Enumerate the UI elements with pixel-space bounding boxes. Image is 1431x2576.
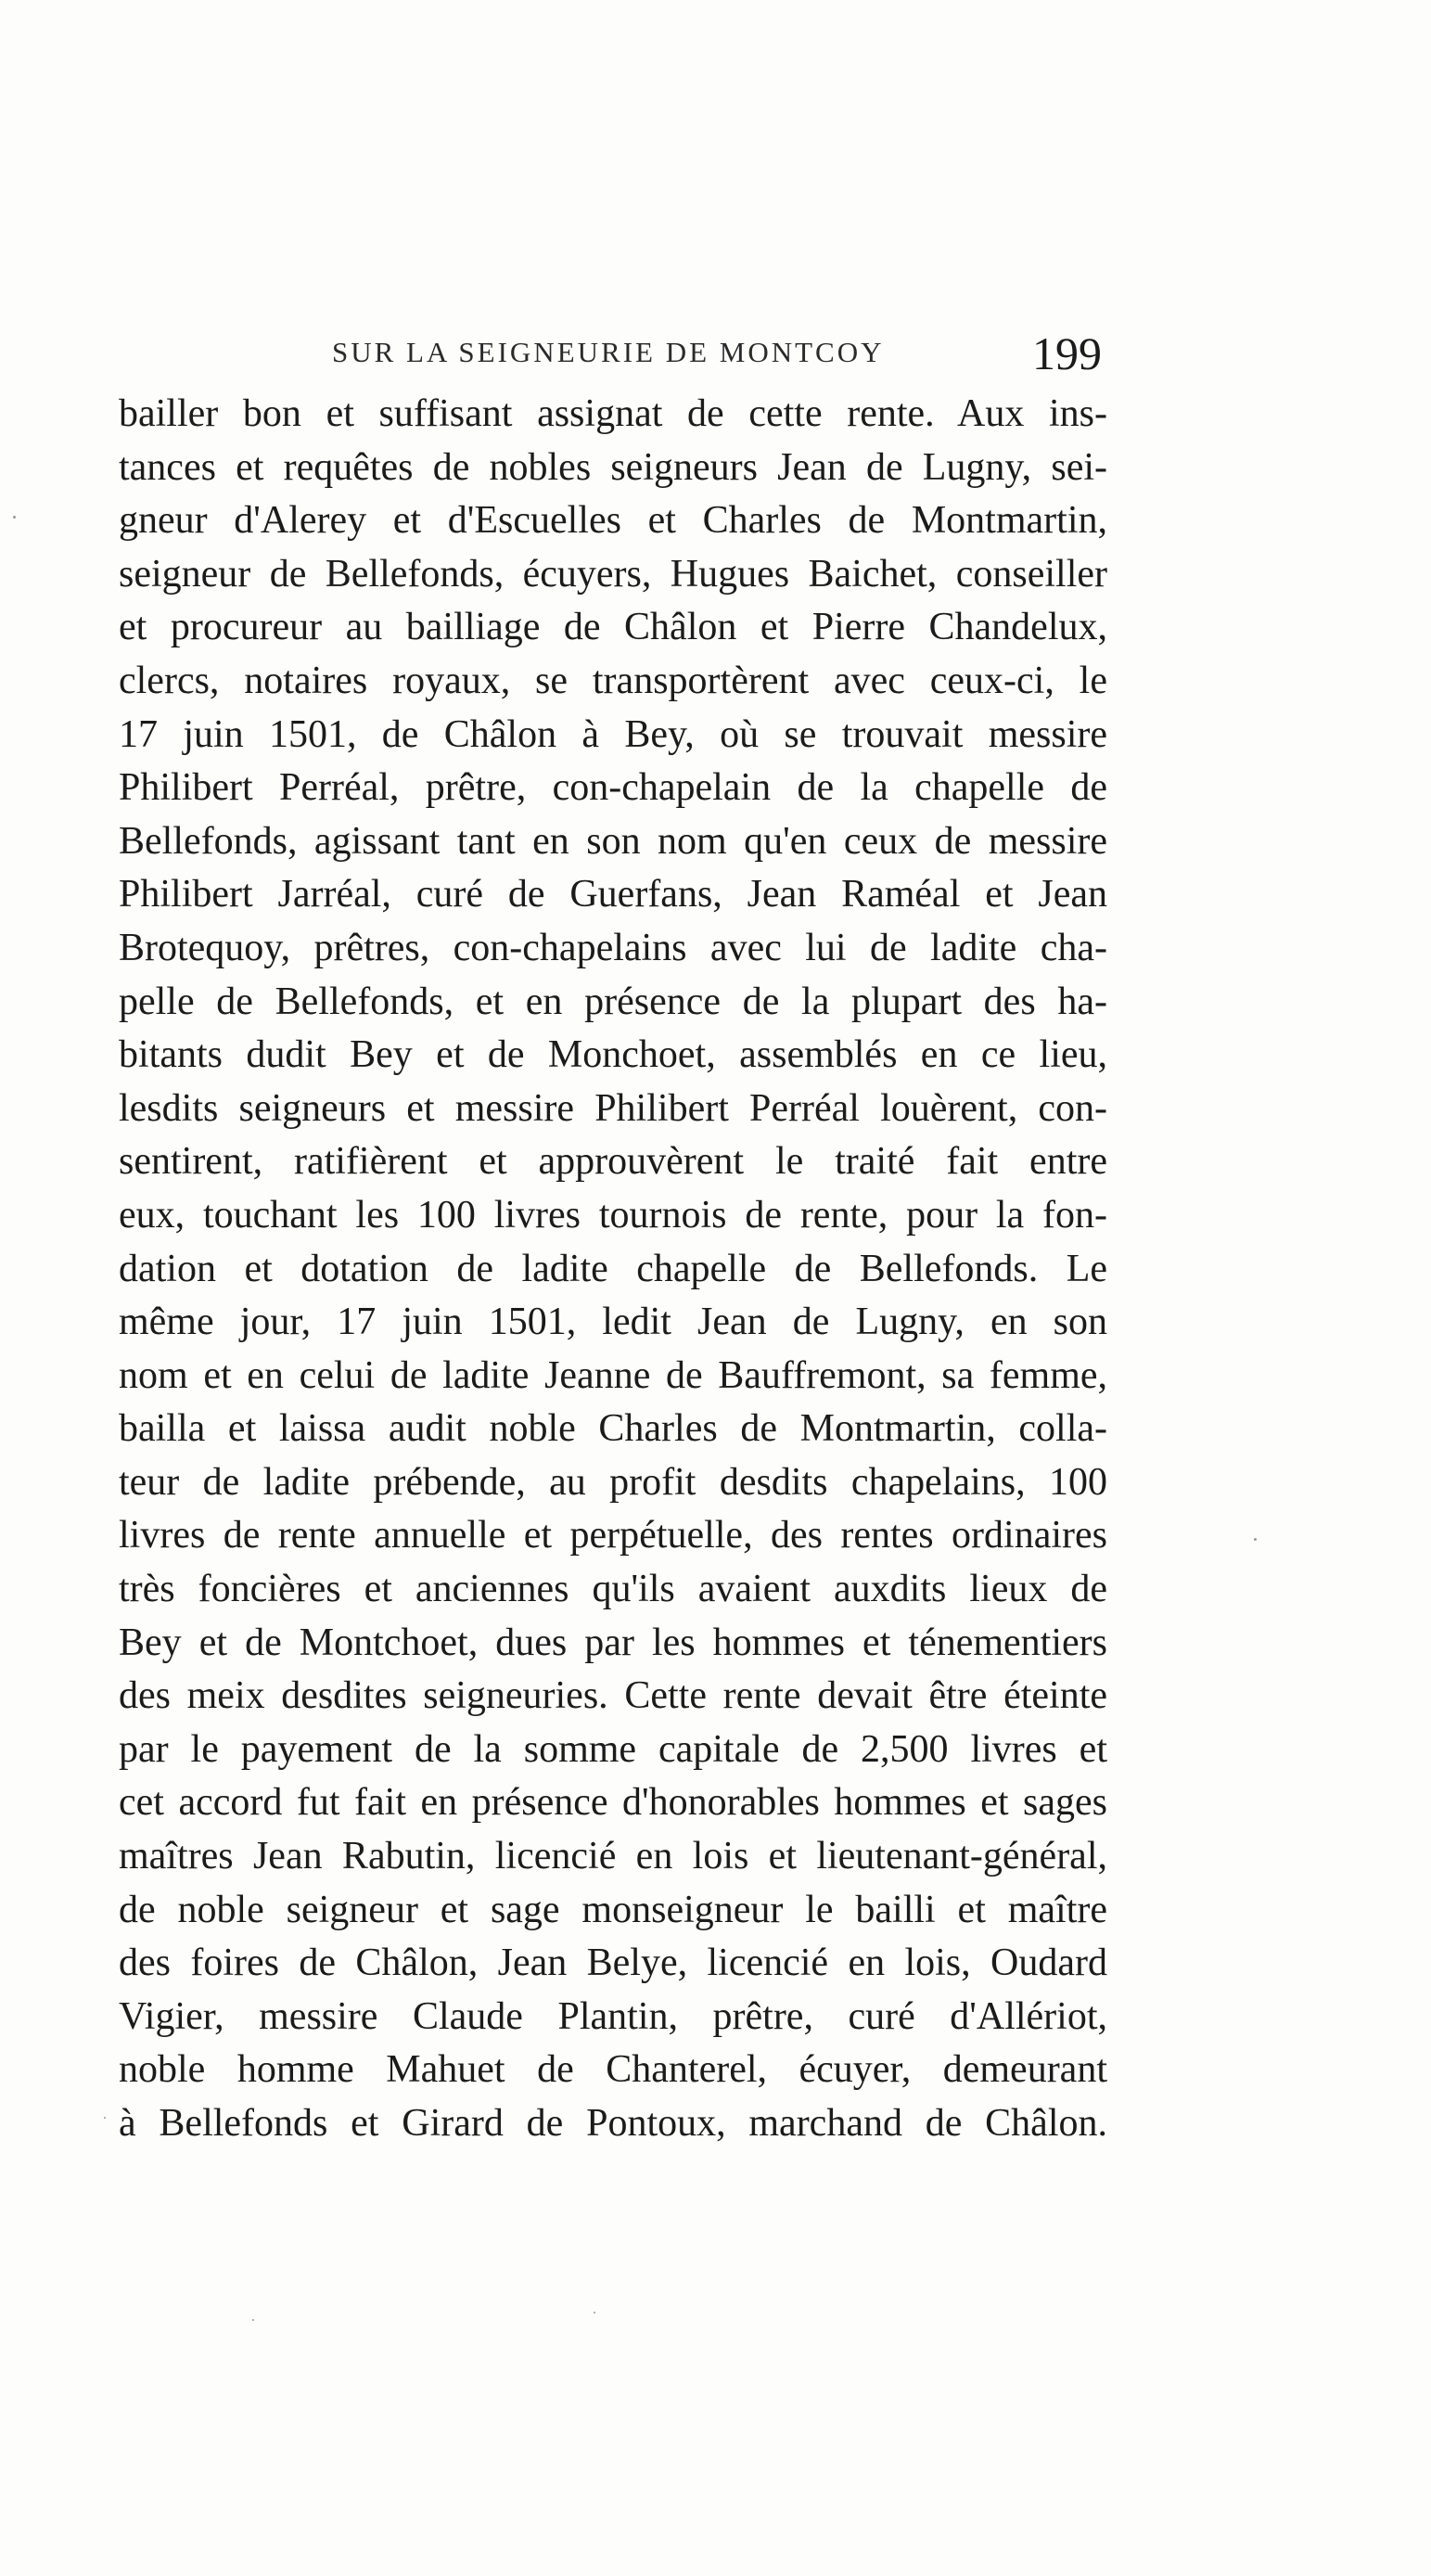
paper-speck <box>252 2319 254 2321</box>
paper-speck <box>1254 1538 1257 1541</box>
text-line: très foncières et anciennes qu'ils avaient auxdits lieux de <box>119 1568 1107 1611</box>
text-line: seigneur de Bellefonds, écuyers, Hugues Baichet, conseiller <box>119 552 1107 596</box>
paper-speck <box>104 2117 106 2119</box>
text-line: lesdits seigneurs et messire Philibert Perréal louèrent, con- <box>119 1086 1107 1130</box>
text-line: maîtres Jean Rabutin, licencié en lois et lieutenant-général, <box>119 1835 1107 1878</box>
text-line: des meix desdites seigneuries. Cette rente devait être éteinte <box>119 1674 1107 1718</box>
text-line: cet accord fut fait en présence d'honorables hommes et sages <box>119 1781 1107 1825</box>
text-line: Bey et de Montchoet, dues par les hommes et ténementiers <box>119 1621 1107 1664</box>
text-line: noble homme Mahuet de Chanterel, écuyer, demeurant <box>119 2048 1107 2092</box>
text-line: Philibert Perréal, prêtre, con-chapelain de la chapelle de <box>119 766 1107 810</box>
text-line: des foires de Châlon, Jean Belye, licencié en lois, Oudard <box>119 1942 1107 1985</box>
text-line: bailla et laissa audit noble Charles de Montmartin, colla- <box>119 1407 1107 1451</box>
text-line: sentirent, ratifièrent et approuvèrent le traité fait entre <box>119 1140 1107 1184</box>
paper-speck <box>594 2312 595 2313</box>
text-line: eux, touchant les 100 livres tournois de rente, pour la fon- <box>119 1193 1107 1237</box>
text-line: à Bellefonds et Girard de Pontoux, marchand de Châlon. <box>119 2102 1107 2145</box>
paper-speck <box>13 516 16 519</box>
text-line: Vigier, messire Claude Plantin, prêtre, curé d'Allériot, <box>119 1994 1107 2038</box>
text-line: Brotequoy, prêtres, con-chapelains avec lui de ladite cha- <box>119 926 1107 969</box>
text-line: bailler bon et suffisant assignat de cette rente. Aux ins- <box>119 392 1107 435</box>
text-line: par le payement de la somme capitale de 2,500 livres et <box>119 1727 1107 1771</box>
page-number: 199 <box>1032 327 1102 379</box>
text-line: livres de rente annuelle et perpétuelle, des rentes ordinaires <box>119 1514 1107 1557</box>
text-line: dation et dotation de ladite chapelle de Bellefonds. Le <box>119 1247 1107 1290</box>
text-line: Bellefonds, agissant tant en son nom qu'en ceux de messire <box>119 819 1107 863</box>
body-text <box>119 388 1107 2151</box>
text-line: teur de ladite prébende, au profit desdits chapelains, 100 <box>119 1460 1107 1504</box>
text-line: bitants dudit Bey et de Monchoet, assemblés en ce lieu, <box>119 1033 1107 1077</box>
text-line: pelle de Bellefonds, et en présence de la plupart des ha- <box>119 980 1107 1023</box>
text-line: de noble seigneur et sage monseigneur le bailli et maître <box>119 1888 1107 1931</box>
text-line: et procureur au bailliage de Châlon et Pierre Chandelux, <box>119 606 1107 649</box>
text-line: nom et en celui de ladite Jeanne de Bauffremont, sa femme, <box>119 1353 1107 1397</box>
running-title: SUR LA SEIGNEURIE DE MONTCOY <box>332 336 885 368</box>
text-line: gneur d'Alerey et d'Escuelles et Charles de Montmartin, <box>119 499 1107 543</box>
text-line: clercs, notaires royaux, se transportèrent avec ceux-ci, le <box>119 659 1107 702</box>
text-line: Philibert Jarréal, curé de Guerfans, Jean Raméal et Jean <box>119 873 1107 916</box>
running-head <box>119 327 1107 391</box>
text-line: 17 juin 1501, de Châlon à Bey, où se trouvait messire <box>119 712 1107 756</box>
text-line: tances et requêtes de nobles seigneurs Jean de Lugny, sei- <box>119 445 1107 489</box>
text-line: même jour, 17 juin 1501, ledit Jean de Lugny, en son <box>119 1301 1107 1344</box>
